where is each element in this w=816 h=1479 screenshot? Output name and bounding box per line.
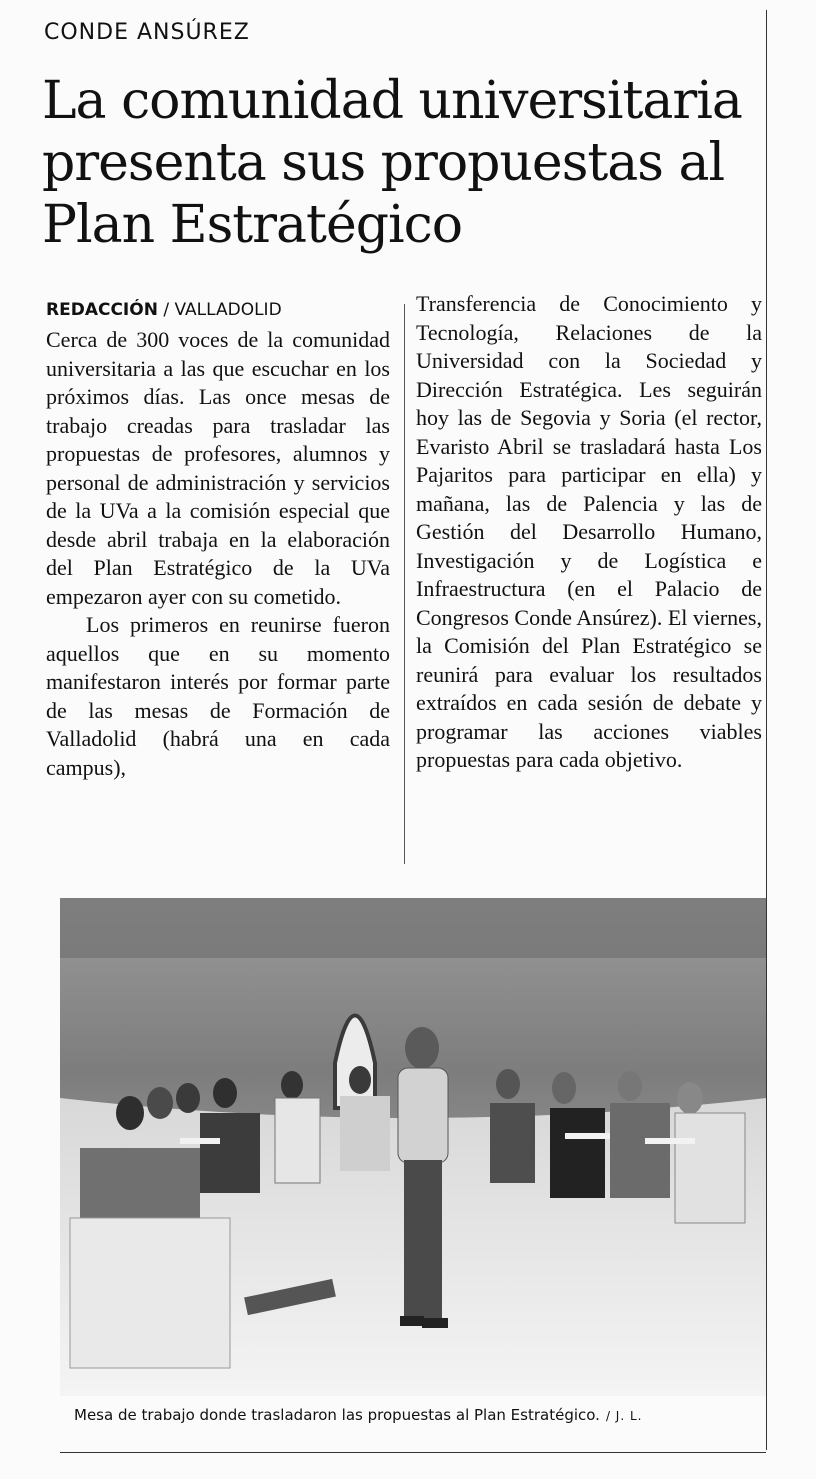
bottom-rule — [60, 1452, 766, 1453]
column-divider — [404, 304, 405, 864]
paragraph-3: Transferencia de Conocimiento y Tecnología, Relaciones de la Universidad con la Sociedad y Dirección Estratégica. Les seguirán hoy las de Segovia y Soria (el rector, Evaristo Abril se trasladará hasta Los Pajaritos para participar en ella) y mañana, las de Palencia y las de Gestión del Desarrollo Humano, Investigación y de Logística e Infraestructura (en el Palacio de Congresos Conde Ansúrez). El viernes, la Comisión del Plan Estratégico se reunirá para evaluar los resultados extraídos en cada sesión de debate y programar las acciones viables propuestas para cada objetivo. — [416, 291, 762, 772]
byline-author: REDACCIÓN — [46, 300, 158, 320]
byline-separator: / — [157, 300, 175, 320]
photo-caption — [74, 1406, 642, 1424]
paragraph-1: Cerca de 300 voces de la comunidad universitaria a las que escuchar en los próximos días. Las once mesas de trabajo creadas para trasladar las propuestas de profesores, alumnos y personal de administración y servicios de la UVa a la comisión especial que desde abril trabaja en la elaboración del Plan Estratégico de la UVa empezaron ayer con su cometido. — [46, 327, 390, 609]
photo-credit: / J. L. — [605, 1409, 643, 1423]
section-label: CONDE ANSÚREZ — [44, 20, 250, 45]
headline: La comunidad universitaria presenta sus propuestas al Plan Estratégico — [42, 71, 742, 255]
meeting-photo — [60, 898, 766, 1396]
column-rule-right — [766, 10, 767, 1450]
caption-text: Mesa de trabajo donde trasladaron las propuestas al Plan Estratégico. — [74, 1406, 600, 1424]
byline — [46, 300, 282, 320]
article-column-1 — [46, 326, 390, 782]
paragraph-2: Los primeros en reunirse fueron aquellos que en su momento manifestaron interés por formar parte de las mesas de Formación de Valladolid (habrá una en cada campus), — [46, 612, 390, 780]
byline-city: VALLADOLID — [174, 300, 282, 320]
article-column-2 — [416, 290, 762, 775]
